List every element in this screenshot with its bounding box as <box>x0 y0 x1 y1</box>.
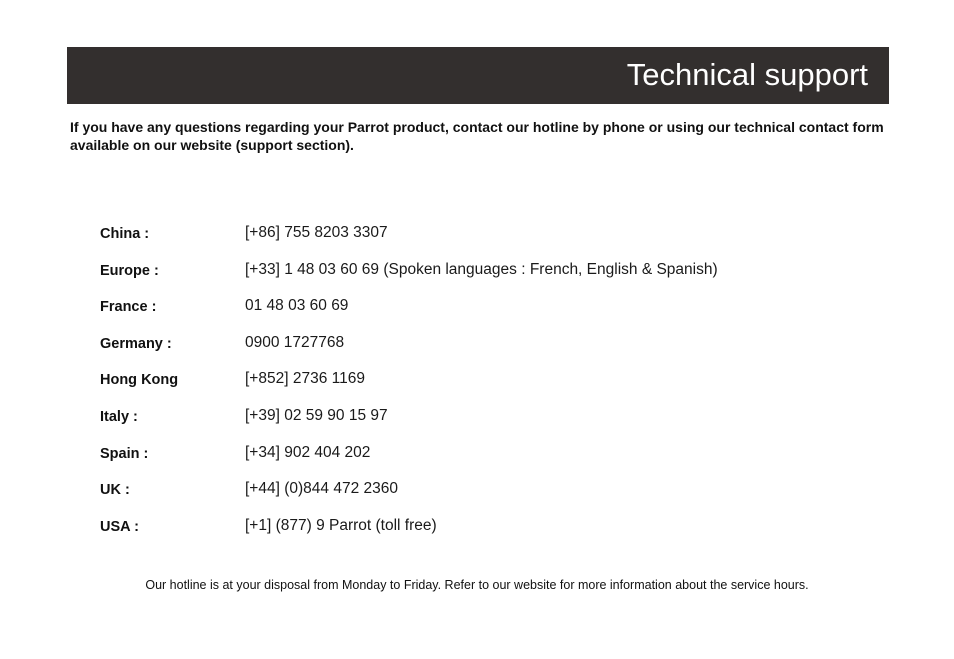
intro-paragraph: If you have any questions regarding your Parrot product, contact our hotline by phone or using our technical contact form available on our website (support section). <box>70 119 884 153</box>
contact-row-europe <box>100 259 880 296</box>
contact-row-italy <box>100 405 880 442</box>
phone-number: [+33] 1 48 03 60 69 (Spoken languages : French, English & Spanish) <box>245 260 718 278</box>
phone-number: [+34] 902 404 202 <box>245 443 371 461</box>
phone-number: 01 48 03 60 69 <box>245 297 349 315</box>
country-label: Italy : <box>100 408 138 425</box>
contact-row-spain <box>100 442 880 479</box>
country-label: USA : <box>100 518 139 535</box>
country-label: China : <box>100 226 150 242</box>
country-label: UK : <box>100 482 130 499</box>
contact-row-france <box>100 295 880 332</box>
country-label: France : <box>100 299 157 316</box>
contact-row-germany <box>100 332 880 369</box>
phone-number: [+44] (0)844 472 2360 <box>245 480 398 498</box>
country-label: Hong Kong <box>100 372 179 389</box>
contact-row-china <box>100 222 880 259</box>
phone-number: [+1] (877) 9 Parrot (toll free) <box>245 516 437 534</box>
country-label: Germany : <box>100 335 172 352</box>
phone-number: 0900 1727768 <box>245 333 345 351</box>
phone-number: [+39] 02 59 90 15 97 <box>245 406 388 424</box>
contact-row-usa <box>100 515 880 552</box>
contact-list <box>100 222 880 551</box>
contact-row-hong-kong <box>100 368 880 405</box>
hotline-hours-note: Our hotline is at your disposal from Monday to Friday. Refer to our website for more information about the service hours. <box>145 578 809 592</box>
country-label: Europe : <box>100 262 159 279</box>
contact-row-uk <box>100 478 880 515</box>
country-label: Spain : <box>100 445 149 462</box>
header-bar <box>67 47 889 104</box>
phone-number: [+86] 755 8203 3307 <box>245 224 388 241</box>
page-title: Technical support <box>626 57 868 92</box>
phone-number: [+852] 2736 1169 <box>245 370 365 388</box>
